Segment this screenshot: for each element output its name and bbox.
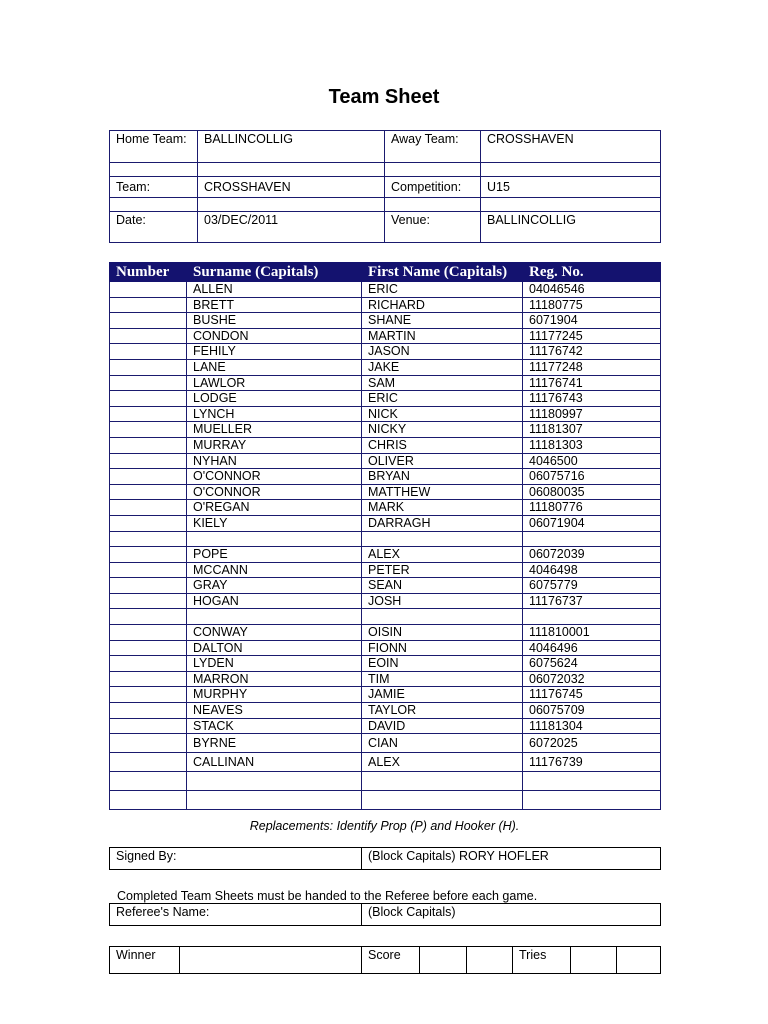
player-surname: BUSHE	[187, 313, 362, 329]
player-number	[110, 437, 187, 453]
player-number	[110, 625, 187, 641]
player-surname: O'CONNOR	[187, 469, 362, 485]
player-first-name: MATTHEW	[362, 484, 523, 500]
player-first-name	[362, 609, 523, 625]
player-reg-no: 11176743	[523, 391, 661, 407]
spacer-cell	[481, 163, 661, 177]
player-first-name: NICKY	[362, 422, 523, 438]
player-first-name: ALEX	[362, 753, 523, 772]
player-first-name: CIAN	[362, 734, 523, 753]
player-surname: STACK	[187, 718, 362, 734]
referee-name-value: (Block Capitals)	[362, 904, 661, 926]
player-number	[110, 734, 187, 753]
spacer-cell	[481, 198, 661, 212]
player-reg-no: 11176741	[523, 375, 661, 391]
player-number	[110, 656, 187, 672]
player-first-name: JOSH	[362, 593, 523, 609]
player-first-name: NICK	[362, 406, 523, 422]
player-reg-no: 6075779	[523, 578, 661, 594]
player-first-name	[362, 791, 523, 810]
player-number	[110, 609, 187, 625]
player-reg-no: 111810001	[523, 625, 661, 641]
spacer-cell	[385, 163, 481, 177]
player-number	[110, 344, 187, 360]
player-number	[110, 453, 187, 469]
referee-table	[109, 903, 661, 926]
player-row	[110, 687, 661, 703]
player-first-name: JASON	[362, 344, 523, 360]
player-first-name: RICHARD	[362, 297, 523, 313]
competition-value: U15	[481, 177, 661, 198]
player-reg-no: 11176742	[523, 344, 661, 360]
referee-message: Completed Team Sheets must be handed to the Referee before each game.	[117, 889, 538, 903]
player-first-name: ERIC	[362, 391, 523, 407]
team-label: Team:	[110, 177, 198, 198]
player-reg-no: 11176739	[523, 753, 661, 772]
player-row	[110, 391, 661, 407]
player-row	[110, 772, 661, 791]
spacer-cell	[198, 198, 385, 212]
player-reg-no	[523, 791, 661, 810]
tries-label: Tries	[513, 947, 571, 974]
spacer-cell	[385, 198, 481, 212]
player-surname: POPE	[187, 547, 362, 563]
player-reg-no	[523, 531, 661, 547]
player-surname: DALTON	[187, 640, 362, 656]
player-first-name: EOIN	[362, 656, 523, 672]
player-number	[110, 406, 187, 422]
player-row	[110, 753, 661, 772]
player-surname: MCCANN	[187, 562, 362, 578]
player-surname: CONWAY	[187, 625, 362, 641]
player-surname: LYNCH	[187, 406, 362, 422]
player-surname: O'REGAN	[187, 500, 362, 516]
player-first-name: TAYLOR	[362, 703, 523, 719]
player-reg-no: 4046500	[523, 453, 661, 469]
player-surname: LAWLOR	[187, 375, 362, 391]
player-first-name: MARK	[362, 500, 523, 516]
player-row	[110, 344, 661, 360]
player-reg-no: 6072025	[523, 734, 661, 753]
player-number	[110, 772, 187, 791]
player-reg-no: 11181307	[523, 422, 661, 438]
page-title: Team Sheet	[328, 86, 440, 108]
player-row	[110, 640, 661, 656]
player-reg-no: 4046498	[523, 562, 661, 578]
player-surname: NEAVES	[187, 703, 362, 719]
player-number	[110, 515, 187, 531]
player-reg-no: 06075716	[523, 469, 661, 485]
player-number	[110, 531, 187, 547]
player-surname: LYDEN	[187, 656, 362, 672]
away-team-value: CROSSHAVEN	[481, 131, 661, 163]
player-row	[110, 562, 661, 578]
player-reg-no: 11180776	[523, 500, 661, 516]
player-reg-no: 04046546	[523, 282, 661, 298]
player-row	[110, 297, 661, 313]
tries-value-2	[617, 947, 661, 974]
player-first-name: OLIVER	[362, 453, 523, 469]
player-surname: MUELLER	[187, 422, 362, 438]
player-row	[110, 328, 661, 344]
player-first-name: ALEX	[362, 547, 523, 563]
player-row	[110, 422, 661, 438]
players-table	[109, 262, 661, 810]
score-label: Score	[362, 947, 420, 974]
score-value-2	[467, 947, 513, 974]
date-label: Date:	[110, 212, 198, 243]
competition-label: Competition:	[385, 177, 481, 198]
header-reg-no: Reg. No.	[523, 263, 661, 282]
player-surname	[187, 531, 362, 547]
player-first-name: CHRIS	[362, 437, 523, 453]
spacer-cell	[198, 163, 385, 177]
player-reg-no: 06075709	[523, 703, 661, 719]
player-surname	[187, 791, 362, 810]
spacer-cell	[110, 198, 198, 212]
player-surname: MURRAY	[187, 437, 362, 453]
player-row	[110, 703, 661, 719]
player-reg-no: 11176745	[523, 687, 661, 703]
player-row	[110, 625, 661, 641]
team-value: CROSSHAVEN	[198, 177, 385, 198]
player-row	[110, 593, 661, 609]
player-row	[110, 609, 661, 625]
player-row	[110, 500, 661, 516]
player-number	[110, 578, 187, 594]
player-surname: CALLINAN	[187, 753, 362, 772]
player-number	[110, 328, 187, 344]
player-reg-no: 6071904	[523, 313, 661, 329]
venue-value: BALLINCOLLIG	[481, 212, 661, 243]
player-first-name: FIONN	[362, 640, 523, 656]
player-first-name: ERIC	[362, 282, 523, 298]
player-surname: BRETT	[187, 297, 362, 313]
player-surname	[187, 772, 362, 791]
result-table	[109, 946, 661, 974]
player-first-name: SHANE	[362, 313, 523, 329]
player-number	[110, 753, 187, 772]
spacer-cell	[110, 163, 198, 177]
signed-by-value: (Block Capitals) RORY HOFLER	[362, 848, 661, 870]
winner-label: Winner	[110, 947, 180, 974]
player-number	[110, 282, 187, 298]
player-number	[110, 562, 187, 578]
player-row	[110, 375, 661, 391]
player-row	[110, 671, 661, 687]
player-number	[110, 791, 187, 810]
player-surname: LANE	[187, 359, 362, 375]
player-row	[110, 437, 661, 453]
player-reg-no: 6075624	[523, 656, 661, 672]
player-row	[110, 282, 661, 298]
player-row	[110, 656, 661, 672]
player-row	[110, 313, 661, 329]
player-first-name: DAVID	[362, 718, 523, 734]
player-surname: KIELY	[187, 515, 362, 531]
player-number	[110, 640, 187, 656]
player-row	[110, 791, 661, 810]
referee-name-label: Referee's Name:	[110, 904, 362, 926]
player-surname: GRAY	[187, 578, 362, 594]
tries-value-1	[571, 947, 617, 974]
player-surname: CONDON	[187, 328, 362, 344]
player-first-name: OISIN	[362, 625, 523, 641]
player-first-name: DARRAGH	[362, 515, 523, 531]
player-reg-no: 11177248	[523, 359, 661, 375]
player-row	[110, 515, 661, 531]
match-info-table	[109, 130, 661, 243]
player-reg-no: 11180997	[523, 406, 661, 422]
date-value: 03/DEC/2011	[198, 212, 385, 243]
winner-value	[180, 947, 362, 974]
player-first-name: PETER	[362, 562, 523, 578]
player-surname: MARRON	[187, 671, 362, 687]
player-reg-no: 11176737	[523, 593, 661, 609]
player-reg-no: 06080035	[523, 484, 661, 500]
player-first-name: SEAN	[362, 578, 523, 594]
player-number	[110, 391, 187, 407]
player-first-name: TIM	[362, 671, 523, 687]
player-reg-no: 06072039	[523, 547, 661, 563]
player-row	[110, 578, 661, 594]
player-first-name: SAM	[362, 375, 523, 391]
header-first-name: First Name (Capitals)	[362, 263, 523, 282]
player-number	[110, 297, 187, 313]
away-team-label: Away Team:	[385, 131, 481, 163]
player-surname: ALLEN	[187, 282, 362, 298]
signed-by-table	[109, 847, 661, 870]
player-reg-no: 06072032	[523, 671, 661, 687]
player-number	[110, 671, 187, 687]
player-surname: MURPHY	[187, 687, 362, 703]
player-surname: O'CONNOR	[187, 484, 362, 500]
player-rows	[110, 282, 661, 810]
player-reg-no	[523, 772, 661, 791]
player-number	[110, 593, 187, 609]
player-row	[110, 453, 661, 469]
player-number	[110, 718, 187, 734]
player-number	[110, 687, 187, 703]
player-row	[110, 484, 661, 500]
player-number	[110, 500, 187, 516]
player-number	[110, 422, 187, 438]
player-row	[110, 547, 661, 563]
player-surname: LODGE	[187, 391, 362, 407]
player-number	[110, 375, 187, 391]
player-surname	[187, 609, 362, 625]
player-number	[110, 359, 187, 375]
player-reg-no: 11181303	[523, 437, 661, 453]
signed-by-label: Signed By:	[110, 848, 362, 870]
player-reg-no: 11181304	[523, 718, 661, 734]
player-reg-no: 4046496	[523, 640, 661, 656]
player-first-name: BRYAN	[362, 469, 523, 485]
player-row	[110, 469, 661, 485]
header-number: Number	[110, 263, 187, 282]
player-first-name: JAMIE	[362, 687, 523, 703]
player-surname: NYHAN	[187, 453, 362, 469]
replacements-note: Replacements: Identify Prop (P) and Hooker (H).	[249, 819, 520, 833]
player-reg-no: 06071904	[523, 515, 661, 531]
player-row	[110, 531, 661, 547]
player-surname: FEHILY	[187, 344, 362, 360]
player-reg-no	[523, 609, 661, 625]
player-first-name: MARTIN	[362, 328, 523, 344]
player-row	[110, 406, 661, 422]
player-row	[110, 734, 661, 753]
venue-label: Venue:	[385, 212, 481, 243]
player-number	[110, 484, 187, 500]
player-number	[110, 313, 187, 329]
player-reg-no: 11180775	[523, 297, 661, 313]
player-surname: BYRNE	[187, 734, 362, 753]
player-first-name	[362, 772, 523, 791]
score-value-1	[420, 947, 467, 974]
home-team-label: Home Team:	[110, 131, 198, 163]
player-number	[110, 469, 187, 485]
player-number	[110, 703, 187, 719]
player-surname: HOGAN	[187, 593, 362, 609]
header-surname: Surname (Capitals)	[187, 263, 362, 282]
player-first-name	[362, 531, 523, 547]
player-row	[110, 359, 661, 375]
player-reg-no: 11177245	[523, 328, 661, 344]
player-number	[110, 547, 187, 563]
player-row	[110, 718, 661, 734]
player-first-name: JAKE	[362, 359, 523, 375]
home-team-value: BALLINCOLLIG	[198, 131, 385, 163]
